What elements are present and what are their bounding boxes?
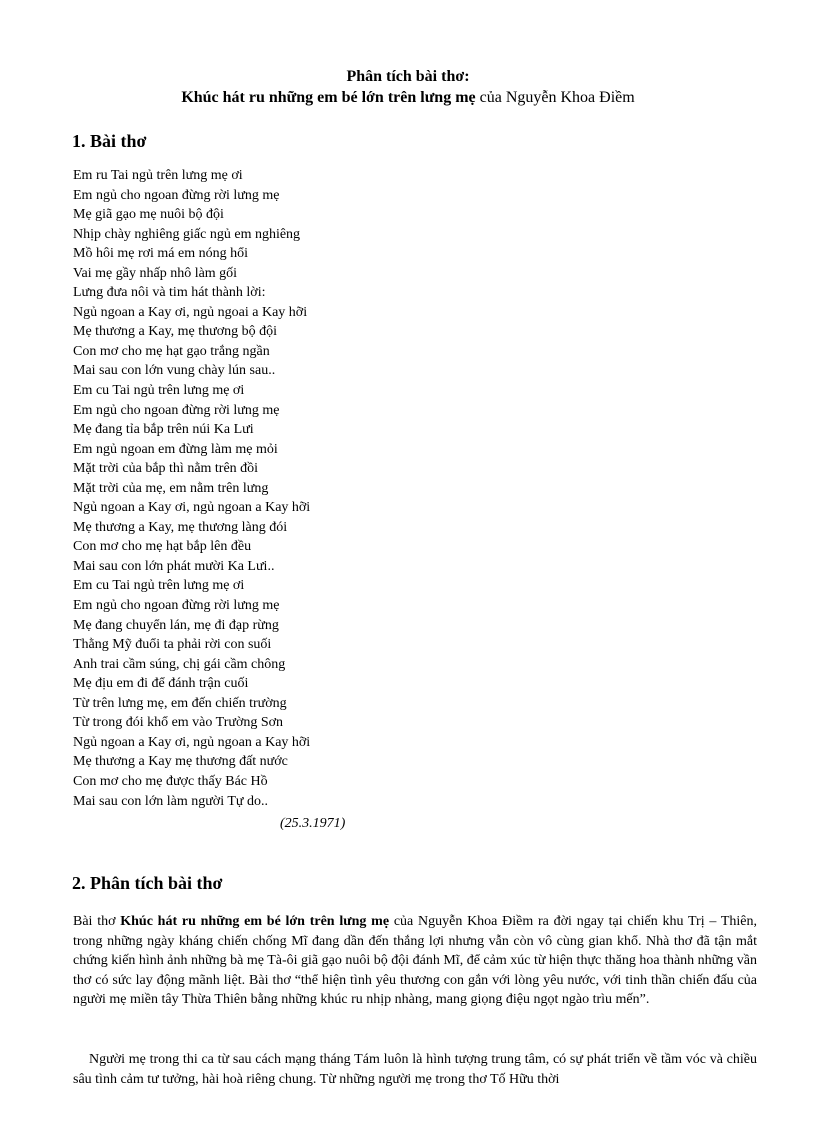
poem-line: Mặt trời của bắp thì nằm trên đồi <box>73 461 259 477</box>
poem-line: Vai mẹ gầy nhấp nhô làm gối <box>73 265 238 281</box>
poem-line: Mẹ đang tỉa bắp trên núi Ka Lưi <box>73 422 254 438</box>
poem-line: Từ trên lưng mẹ, em đến chiến trường <box>73 695 287 711</box>
poem-line: Em ru Tai ngủ trên lưng mẹ ơi <box>73 168 243 183</box>
poem-line: Lưng đưa nôi và tim hát thành lời: <box>73 285 266 301</box>
poem-line: Từ trong đói khổ em vào Trường Sơn <box>73 715 284 731</box>
analysis-paragraph-2: Người mẹ trong thi ca từ sau cách mạng tháng Tám luôn là hình tượng trung tâm, có sự phát triển về tầm vóc và chiều sâu tình cảm tư tưởng, hài hoà riêng chung. Từ những người mẹ trong thơ Tố Hữu thời <box>73 1052 757 1087</box>
poem-line: Ngủ ngoan a Kay ơi, ngủ ngoan a Kay hỡi <box>73 734 311 750</box>
poem-line: Mẹ địu em đi để đánh trận cuối <box>73 676 249 692</box>
poem-line: Ngủ ngoan a Kay ơi, ngủ ngoan a Kay hỡi <box>73 500 311 516</box>
poem-line: Mẹ thương a Kay mẹ thương đất nước <box>73 754 288 770</box>
paragraph-poem-title: Khúc hát ru những em bé lớn trên lưng mẹ <box>120 914 390 929</box>
poem-line: Em ngủ cho ngoan đừng rời lưng mẹ <box>73 598 280 614</box>
document-title <box>0 66 816 108</box>
poem-line: Anh trai cầm súng, chị gái cầm chông <box>73 656 286 672</box>
poem-line: Em ngủ ngoan em đừng làm mẹ mỏi <box>73 441 278 457</box>
poem-line: Em cu Tai ngủ trên lưng mẹ ơi <box>73 578 245 594</box>
paragraph-lead: Bài thơ <box>73 914 121 929</box>
poem-line: Mẹ đang chuyển lán, mẹ đi đạp rừng <box>73 617 279 633</box>
poem-line: Con mơ cho mẹ được thấy Bác Hồ <box>73 773 268 789</box>
poem-line: Mẹ giã gạo mẹ nuôi bộ đội <box>73 207 224 223</box>
poem-line: Mẹ thương a Kay, mẹ thương làng đói <box>73 519 288 535</box>
author-byline: của Nguyễn Khoa Điềm <box>475 89 635 106</box>
poem-line: Ngủ ngoan a Kay ơi, ngủ ngoai a Kay hỡi <box>73 304 308 320</box>
poem-line: Mai sau con lớn làm người Tự do.. <box>73 793 268 809</box>
poem-line: Em cu Tai ngủ trên lưng mẹ ơi <box>73 383 245 399</box>
poem-line: Mồ hôi mẹ rơi má em nóng hổi <box>73 246 248 262</box>
poem-line: Nhịp chày nghiêng giấc ngủ em nghiêng <box>73 226 301 242</box>
poem-line: Mẹ thương a Kay, mẹ thương bộ đội <box>73 324 278 340</box>
poem-line: Thằng Mỹ đuổi ta phải rời con suối <box>73 637 272 653</box>
poem-line: Mai sau con lớn phát mười Ka Lưi.. <box>73 558 275 574</box>
title-line-1: Phân tích bài thơ: <box>346 68 470 85</box>
poem-line: Mặt trời của mẹ, em nằm trên lưng <box>73 480 269 496</box>
poem-line: Em ngủ cho ngoan đừng rời lưng mẹ <box>73 402 280 418</box>
title-line-2 <box>0 87 816 108</box>
poem-line: Con mơ cho mẹ hạt gạo trắng ngần <box>73 343 270 359</box>
poem-text <box>73 166 473 811</box>
poem-line: Con mơ cho mẹ hạt bắp lên đều <box>73 539 252 555</box>
poem-title: Khúc hát ru những em bé lớn trên lưng mẹ <box>181 89 476 106</box>
section-heading-analysis: 2. Phân tích bài thơ <box>72 873 223 893</box>
poem-line: Mai sau con lớn vung chày lún sau.. <box>73 363 276 379</box>
paragraph-body: của Nguyễn Khoa Điềm ra đời ngay tại chiến khu Trị – Thiên, trong những ngày kháng chiến chống Mĩ đang dần đến thắng lợi nhưng vẫn còn vô cùng gian khổ. Nhà thơ đã tận mắt chứng kiến hình ảnh những bà mẹ Tà-ôi giã gạo nuôi bộ đội đánh Mĩ, để cảm xúc từ hiện thực thăng hoa thành những vần thơ có sức lay động mãnh liệt. Bài thơ “thể hiện tình yêu thương con gắn với lòng yêu nước, với tinh thần chiến đấu của người mẹ miền tây Thừa Thiên bằng những khúc ru nhịp nhàng, mang giọng điệu ngọt ngào trìu mến”. <box>73 914 757 1007</box>
poem-line: Em ngủ cho ngoan đừng rời lưng mẹ <box>73 187 280 203</box>
analysis-paragraph-1 <box>73 912 757 1010</box>
section-heading-poem: 1. Bài thơ <box>72 131 147 151</box>
poem-date: (25.3.1971) <box>280 816 346 831</box>
